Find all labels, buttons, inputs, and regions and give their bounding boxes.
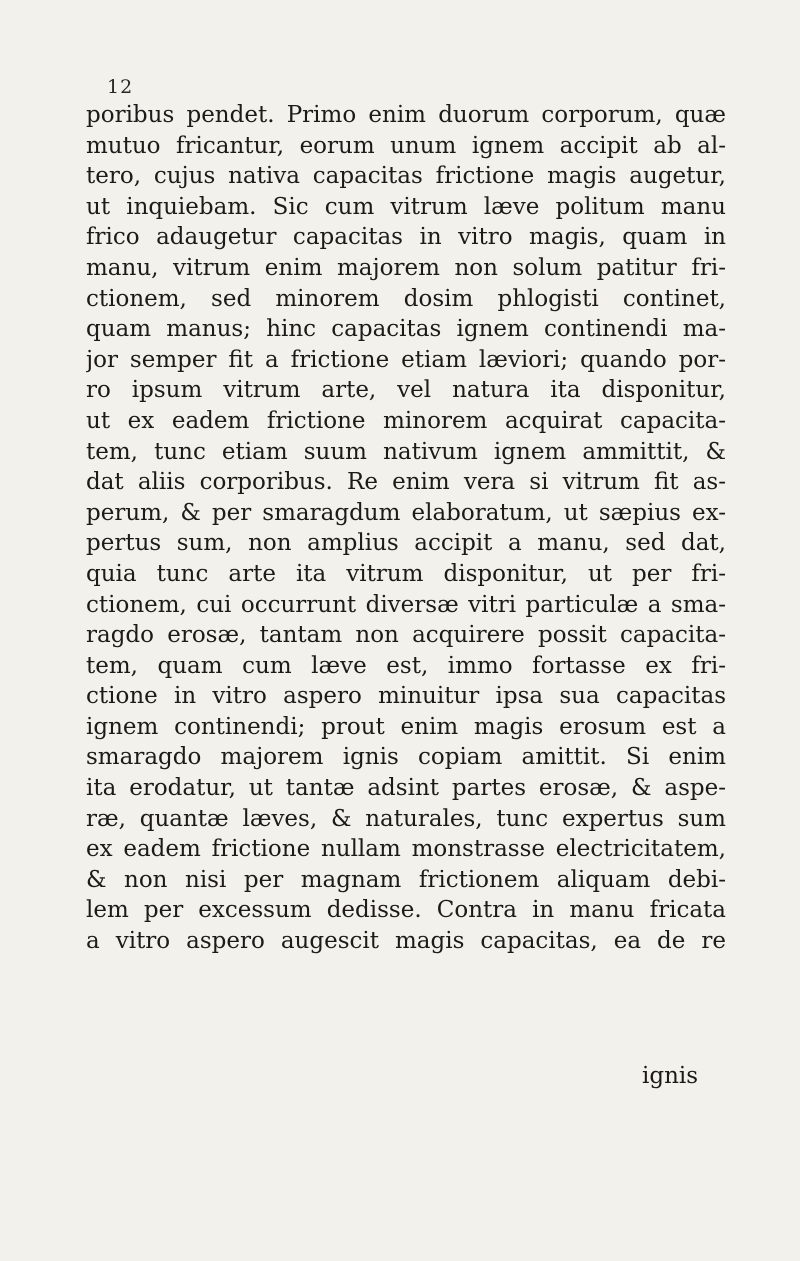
text-line: dat aliis corporibus. Re enim vera si vitrum fit as- — [86, 469, 726, 496]
catchword: ignis — [642, 1063, 699, 1089]
text-line: ctionem, cui occurrunt diversæ vitri particulæ a sma- — [86, 591, 726, 618]
text-line: manu, vitrum enim majorem non solum patitur fri- — [86, 254, 726, 281]
text-line: pertus sum, non amplius accipit a manu, sed dat, — [86, 530, 726, 557]
text-line: ita erodatur, ut tantæ adsint partes erosæ, & aspe- — [86, 775, 726, 802]
page-number: 12 — [107, 76, 134, 98]
body-text — [86, 100, 726, 957]
text-line: ex eadem frictione nullam monstrasse electricitatem, — [86, 836, 726, 863]
text-line: quia tunc arte ita vitrum disponitur, ut per fri- — [86, 560, 726, 587]
text-line: poribus pendet. Primo enim duorum corporum, quæ — [86, 102, 726, 128]
text-line: tero, cujus nativa capacitas frictione magis augetur, — [86, 163, 726, 190]
text-line: jor semper fit a frictione etiam læviori; quando por- — [86, 346, 726, 373]
text-line: ctionem, sed minorem dosim phlogisti continet, — [86, 285, 726, 312]
text-line: a vitro aspero augescit magis capacitas, ea de re — [86, 928, 726, 955]
text-line: ro ipsum vitrum arte, vel natura ita disponitur, — [86, 377, 726, 404]
text-line: tem, quam cum læve est, immo fortasse ex fri- — [86, 652, 726, 679]
text-line: smaragdo majorem ignis copiam amittit. Si enim — [86, 744, 726, 771]
text-line: ræ, quantæ læves, & naturales, tunc expertus sum — [86, 805, 726, 832]
text-line: lem per excessum dedisse. Contra in manu fricata — [86, 897, 726, 924]
text-line: frico adaugetur capacitas in vitro magis, quam in — [86, 224, 726, 251]
text-line: ut ex eadem frictione minorem acquirat capacita- — [86, 407, 726, 434]
text-line: tem, tunc etiam suum nativum ignem ammittit, & — [86, 438, 726, 465]
text-line: ctione in vitro aspero minuitur ipsa sua capacitas — [86, 683, 726, 710]
text-line: ignem continendi; prout enim magis erosum est a — [86, 713, 726, 740]
text-line: quam manus; hinc capacitas ignem continendi ma- — [86, 316, 726, 343]
text-line: ragdo erosæ, tantam non acquirere possit capacita- — [86, 622, 726, 649]
text-line: & non nisi per magnam frictionem aliquam debi- — [86, 866, 726, 893]
text-line: mutuo fricantur, eorum unum ignem accipit ab al- — [86, 132, 726, 159]
text-line: perum, & per smaragdum elaboratum, ut sæpius ex- — [86, 499, 726, 526]
text-line: ut inquiebam. Sic cum vitrum læve politum manu — [86, 193, 726, 220]
